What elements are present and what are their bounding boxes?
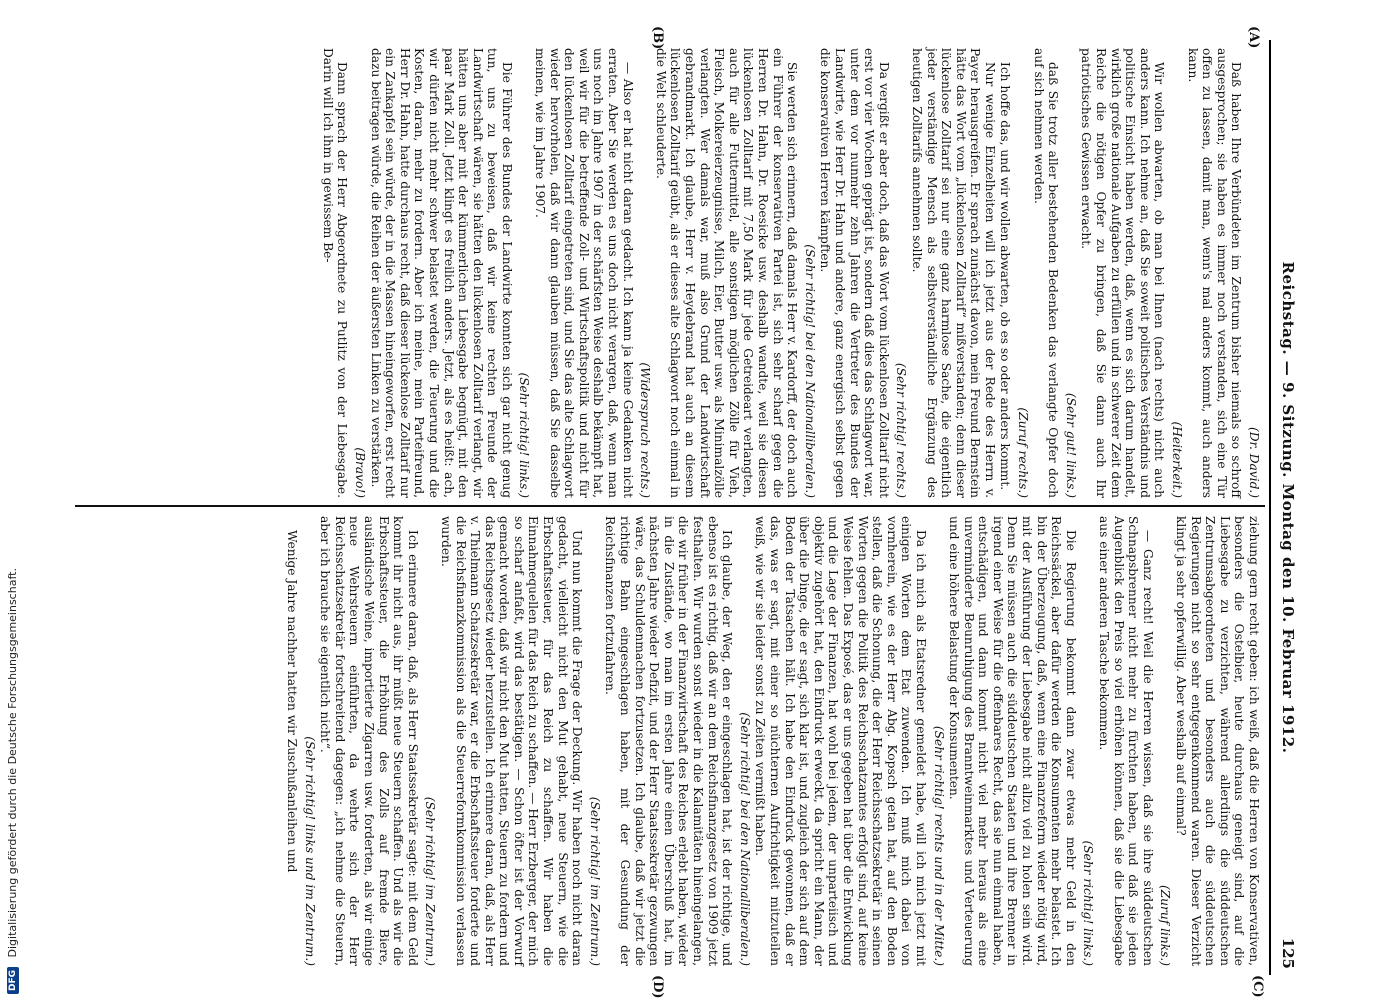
speech-paragraph: daß Sie trotz aller bestehenden Bedenken das verlangte Opfer doch auf sich nehmen werden.	[1031, 48, 1061, 498]
margin-mark-d: (D)	[650, 975, 665, 999]
speech-paragraph: Die Regierung bekommt dann zwar etwas mehr Geld in den Reichssäckel, aber dafür werden die Konsumenten mehr belastet. Ich bin der Überzeugung, daß, wenn eine Finanzreform wieder nötig wird, mit der Ausführung der Liebesgabe nicht allzu viel zu holen sein wird. Denn Sie müssen auch die süddeutschen Staaten und ihre Brenner in irgend einer Weise für die offenbares Recht, das sie nun einmal haben, entschädigen, und dann kommt nicht viel mehr heraus als eine unverminderte Beunruhigung des Branntweinmarktes und Verteuerung und eine höhere Belastung der Konsumenten.	[947, 516, 1078, 966]
speech-annotation: (Sehr richtig! links.)	[517, 372, 532, 498]
credit-text: Digitalisierung gefördert durch die Deutsche Forschungsgemeinschaft.	[6, 568, 19, 958]
speech-paragraph: Wenige Jahre nachher hatten wir Zuschußanleihen und	[285, 530, 299, 873]
column-divider	[75, 505, 1265, 507]
speech-annotation: (Sehr richtig! bei den Nationalliberalen.)	[737, 712, 752, 966]
speech-paragraph: — Ganz recht! Weil die Herren wissen, daß sie ihre süddeutschen Schnapsbrenner nicht mehr zu fürchten haben, und daß sie jeden Augenblick den Preis so viel erhöhen können, daß sie die Liebesgabe aus einer anderen Tasche bekommen.	[1097, 516, 1155, 966]
text-column-left	[71, 48, 1261, 498]
speech-annotation: (Sehr gut! links.)	[1063, 392, 1078, 498]
text-column-right	[71, 516, 1261, 966]
speech-annotation: (Sehr richtig! bei den Nationalliberalen.)	[802, 244, 817, 498]
speech-annotation: (Zuruf links.)	[1158, 884, 1173, 966]
speech-paragraph: — Also er hat nicht daran gedacht. Ich kann ja keine Gedanken nicht erraten. Aber Sie werden es uns doch nicht verargen, daß, wenn man uns noch im Jahre 1907 in der schärfsten Weise deshalb bekämpft hat, weil wir für die betreffende Zoll- und Wirtschaftspolitik und nicht für den lückenlosen Zolltarif eingetreten sind, und Sie das alte Schlagwort wieder hervorholen, daß wir dann glauben müssen, daß Sie dasselbe meinen, wie im Jahre 1907.	[533, 48, 635, 498]
speech-paragraph: Ich glaube, der Weg, den er eingeschlagen hat, ist der richtige, und ebenso ist es richtig, daß wir an dem Reichsfinanzgesetz von 1909 jetzt festhalten. Wir wurden sonst wieder in die Kalamitäten hineingelangen, die wir früher in der Finanzwirtschaft des Reiches erlebt haben, wieder in die Zustände, wo man im ersten Jahre einen Überschuß hat, im nächsten Jahre wieder Defizit, und der Herr Staatssekretär gezwungen wäre, das Schuldenmachen fortzusetzen. Ich glaube, daß wir jetzt die richtige Bahn eingeschlagen haben, mit der Gesundung der Reichsfinanzen fortzufahren.	[603, 516, 735, 966]
page-header	[1269, 40, 1305, 975]
dfg-logo-icon: DFG	[7, 967, 19, 994]
speech-annotation: (Sehr richtig! links.)	[1081, 840, 1096, 966]
speech-paragraph: Die Führer des Bundes der Landwirte konnten sich gar nicht genug tun, uns zu beweisen, daß wir keine rechten Freunde der Landwirtschaft wären, sie hätten den lückenlosen Zolltarif verlangt, wir hätten uns aber mit der kümmerlichen Liebesgabe begnügt, mit den paar Mark Zoll. Jetzt klingt es freilich anders. Jetzt, als es heißt: ach, wir dürfen nicht mehr schwer belastet werden, die Teuerung und die Kosten, daran, mehr zu fordern. Aber ich meine, mein Parteifreund, Herr Dr. Hahn, hatte durchaus recht, daß dieser lückenlose Zolltarif nur ein Zankapfel sein würde, der in die Massen hineingeworfen, erst recht dazu beitragen würde, die Reihen der äußersten Linken zu verstärken.	[368, 48, 514, 498]
margin-mark-b: (B)	[650, 26, 665, 50]
speech-annotation: (Sehr richtig! im Zentrum.)	[587, 796, 602, 966]
speech-annotation: (Sehr richtig! links und im Zentrum.)	[302, 736, 317, 966]
speech-paragraph: Ich erinnere daran, daß, als Herr Staatssekretär sagte: mit dem Geld kommt ihr nicht aus, ihr müßt neue Steuern schaffen. Und als wir die Erbschaftssteuer, die Erhöhung des Zolls auf fremde Biere, ausländische Weine, importierte Zigarren usw. forderten, als wir einige neue Wehrsteuern einführten, da wehrte sich der Herr Reichsschatzsekretär fortschreitend dagegen: „ich nehme die Steuern, aber ich brauche sie eigentlich nicht“.	[318, 516, 420, 966]
speech-paragraph: Ich hoffe das, und wir wollen abwarten, ob es so oder anders kommt.	[998, 62, 1013, 491]
speech-paragraph: Nur wenige Einzelheiten will ich jetzt aus der Rede des Herrn v. Payer herausgreifen. Er sprach zunächst davon, mein Freund Bernstein hätte das Wort vom „lückenlosen Zolltarif“ mißverstanden; denn dieser lückenlose Zolltarif sei nur eine ganz harmlose Sache, die eigentlich jeder verständige Mensch als selbstverständliche Ergänzung des heutigen Zolltarifs annehmen sollte.	[909, 48, 997, 498]
speech-paragraph: Dann sprach der Herr Abgeordnete zu Putlitz von der Liebesgabe. Darin will ich ihm in gewissem Be-	[320, 48, 350, 498]
speech-annotation: (Bravo!)	[352, 447, 367, 498]
speech-annotation: (Sehr richtig! im Zentrum.)	[423, 796, 438, 966]
speech-paragraph: Und nun kommt die Frage der Deckung. Wir haben noch nicht daran gedacht, vielleicht nicht den Mut gehabt, neue Steuern, wie die Erbschaftssteuer, für das Reich zu schaffen. Wir haben die Einnahmequellen für das Reich zu schaffen. — Herr Erzberger, der mich so scharf anfaßt, wird das bestätigen. — Schon öfter ist der Vorwurf gemacht worden, daß wir nicht den Mut hatten, Steuern zu fordern und das Reichsgesetz wieder herzustellen. Ich erinnere daran, daß, als Herr v. Thielmann Schatzsekretär war, er die Erbschaftssteuer forderte und die Reichsfinanzkommission als die Steuerreformkommission verlassen wurden.	[438, 516, 585, 966]
speech-paragraph: Da vergißt er aber doch, daß das Wort vom lückenlosen Zolltarif nicht erst vor vier Wochen geprägt ist, sondern daß dies das Schlagwort war, unter dem vor nunmehr zehn Jahren die Vertreter des Bundes der Landwirte, wie Herr Dr. Hahn und andere, ganz energisch selbst gegen die konservativen Herren kämpften.	[818, 48, 891, 498]
margin-mark-a: (A)	[1246, 26, 1261, 49]
speech-paragraph: ziehung gern recht geben: ich weiß, daß die Herren von Konservativen, besonders die Ostelbier, heute durchaus geneigt sind, auf die Liebesgabe zu verzichten, während allerdings die süddeutschen Zentrumsabgeordneten und besonders auch die süddeutschen Regierungen nicht so sehr entgegenkommend waren. Dieser Verzicht klingt ja sehr opferwillig. Aber weshalb auf einmal?	[1174, 516, 1261, 966]
speech-annotation: (Widerspruch rechts.)	[638, 362, 653, 498]
margin-mark-c: (C)	[1250, 975, 1265, 998]
speech-annotation: (Dr. David.)	[1247, 426, 1261, 498]
speech-paragraph: Da ich mich als Etatsredner gemeldet habe, will ich mich jetzt mit einigen Worten dem Etat zuwenden. Ich muß mich dabei von vornherein, wie es der Herr Abg. Kopsch getan hat, auf den Boden stellen, daß die Schonung, die der Herr Reichsschatzsekretär in seinen Worten gegen die Politik des Reichsschatzamtes erfolgt sind, auf keine Weise fehlen. Das Exposé, das er uns gegeben hat über die Entwicklung und die Lage der Finanzen, hat wohl bei jedem, der unparteiisch und objektiv zugehört hat, den Eindruck erweckt, da spricht ein Mann, der über die Dinge, die er sagt, sich klar ist, und zugleich der sich auf dem Boden der Tatsachen hält. Ich habe den Eindruck gewonnen, daß er das, was er sagt, mit einer so nüchternen Aufrichtigkeit mitzuteilen weiß, wie wir sie leider sonst zu Zeiten vermißt haben.	[753, 516, 928, 966]
speech-annotation: (Sehr richtig! rechts.)	[894, 362, 909, 498]
page-number: 125	[1279, 937, 1297, 969]
speech-paragraph: Daß haben Ihre Verbündeten im Zentrum bisher niemals so schroff ausgesprochen; sie haben es immer noch verstanden, sich eine Tür offen zu lassen, damit man, wenn's mal anders kommt, auch anders kann.	[1185, 48, 1244, 498]
digitization-credit	[6, 14, 22, 994]
speech-paragraph: Wir wollen abwarten, ob man bei Ihnen (nach rechts) nicht auch anders kann. Ich nehme an, daß Sie soweit politisches Verständnis und politische Einsicht haben werden, daß, wenn es sich darum handelt, wirklich große nationale Aufgaben zu erfüllen und in schwerer Zeit dem Reiche die nötigen Opfer zu bringen, daß Sie dann auch Ihr patriotisches Gewissen erwacht.	[1079, 48, 1167, 498]
speech-annotation: (Heiterkeit.)	[1170, 421, 1185, 498]
speech-annotation: (Sehr richtig! rechts und in der Mitte.)	[931, 725, 946, 966]
speech-paragraph: Sie werden sich erinnern, daß damals Herr v. Kardorff, der doch auch ein Führer der konservativen Partei ist, sich sehr scharf gegen die Herren Dr. Hahn, Dr. Roesicke usw. deshalb wandte, weil sie diesen lückenlosen Zolltarif mit 7,50 Mark für jede Getreideart verlangten, auch für alle Futtermittel, alle sonstigen möglichen Zölle für Vieh, Fleisch, Molkereierzeugnisse, Milch, Eier, Butter usw. als Minimalzölle verlangten. Wer damals war, muß also Grund der Landwirtschaft gebrandmarkt. Ich glaube, Herr v. Heydebrand hat auch an diesem lückenlosen Zolltarif geübt, als er dieses alte Schlagwort noch einmal in die Welt schleuderte.	[653, 48, 800, 498]
speech-annotation: (Zuruf rechts.)	[1016, 407, 1031, 498]
header-title: Reichstag. — 9. Sitzung. Montag den 10. Februar 1912.	[1279, 261, 1297, 754]
rotated-page	[60, 26, 1305, 999]
